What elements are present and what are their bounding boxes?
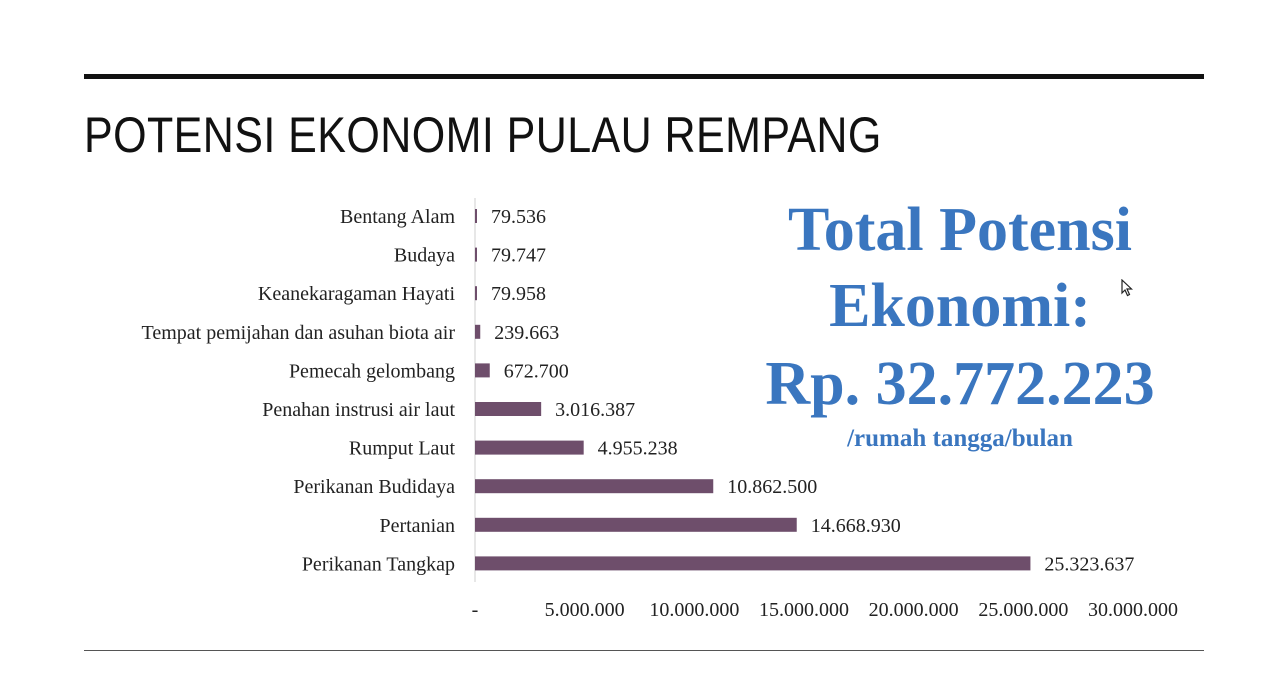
data-label: 79.536 xyxy=(491,206,546,228)
bar xyxy=(475,209,477,223)
data-label: 239.663 xyxy=(494,321,560,344)
x-tick-label: - xyxy=(471,599,479,621)
total-potential-callout xyxy=(740,192,1180,452)
category-label: Pertanian xyxy=(379,514,455,537)
data-label: 14.668.930 xyxy=(810,514,901,537)
slide-title: POTENSI EKONOMI PULAU REMPANG xyxy=(84,107,882,163)
category-label: Perikanan Tangkap xyxy=(301,553,455,576)
category-label: Pemecah gelombang xyxy=(288,360,455,383)
data-label: 3.016.387 xyxy=(555,399,636,421)
data-label: 10.862.500 xyxy=(727,476,818,499)
data-label: 672.700 xyxy=(503,360,569,383)
x-tick-label: 10.000.000 xyxy=(649,599,740,621)
data-label: 79.958 xyxy=(491,283,546,306)
bottom-rule xyxy=(84,650,1204,651)
x-tick-label: 15.000.000 xyxy=(759,599,849,621)
x-tick-label: 30.000.000 xyxy=(1088,599,1178,621)
category-label: Penahan instrusi air laut xyxy=(262,399,455,421)
bar xyxy=(475,248,477,262)
x-tick-label: 25.000.000 xyxy=(978,599,1069,621)
bar xyxy=(475,363,490,377)
data-label: 4.955.238 xyxy=(597,437,678,460)
category-label: Bentang Alam xyxy=(340,206,455,228)
mouse-pointer-icon xyxy=(1121,279,1133,297)
x-tick-label: 20.000.000 xyxy=(868,599,959,621)
total-amount: Rp. 32.772.223 xyxy=(765,350,1155,418)
bar xyxy=(475,556,1030,570)
category-label: Budaya xyxy=(393,244,455,267)
bar xyxy=(475,518,797,532)
bar xyxy=(475,402,541,416)
data-label: 79.747 xyxy=(491,244,546,267)
total-unit: /rumah tangga/bulan xyxy=(847,425,1073,452)
category-label: Rumput Laut xyxy=(348,437,455,460)
x-tick-label: 5.000.000 xyxy=(544,599,625,621)
bar xyxy=(475,479,713,493)
category-label: Tempat pemijahan dan asuhan biota air xyxy=(141,321,455,344)
category-label: Perikanan Budidaya xyxy=(293,476,455,499)
bar xyxy=(475,286,477,300)
bar xyxy=(475,325,480,339)
category-label: Keanekaragaman Hayati xyxy=(257,283,455,306)
bar xyxy=(475,441,584,455)
total-title-line1: Total Potensi xyxy=(788,196,1132,264)
data-label: 25.323.637 xyxy=(1044,553,1135,576)
total-title-line2: Ekonomi: xyxy=(829,272,1091,340)
